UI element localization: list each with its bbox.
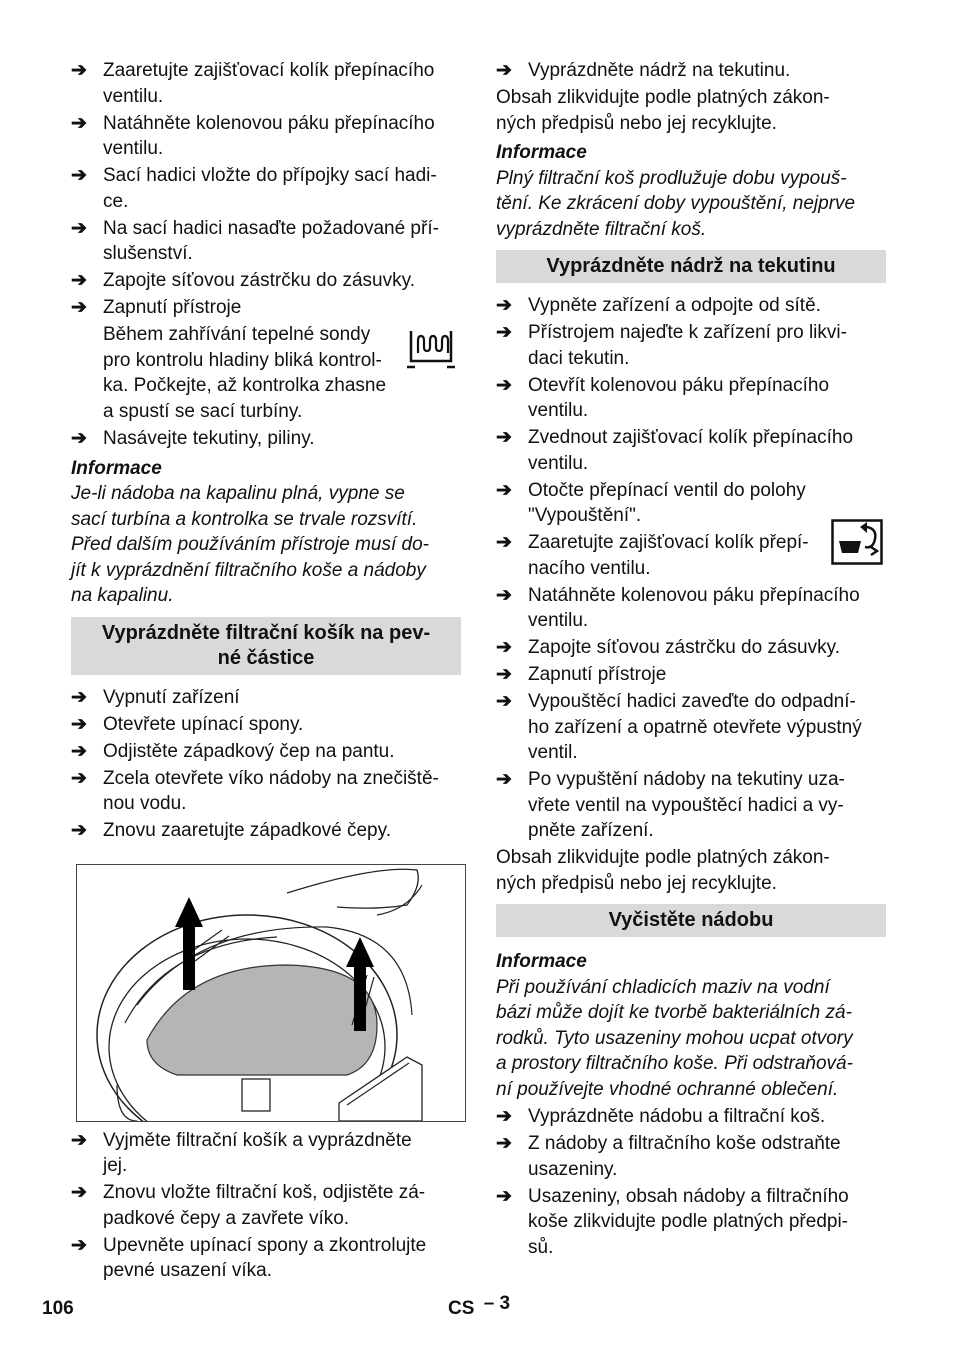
text-line: pro kontrolu hladiny bliká kontrol- xyxy=(103,349,382,371)
right-steps-b-wrap xyxy=(496,293,886,529)
language-code xyxy=(448,1293,511,1320)
step-item xyxy=(71,818,461,844)
section-heading-clean-container xyxy=(496,904,886,937)
step-item xyxy=(71,295,461,321)
steps-c xyxy=(71,685,461,844)
info-text xyxy=(496,975,886,1103)
step-text-line: Otočte přepínací ventil do polohy xyxy=(528,479,806,501)
steps-b xyxy=(71,426,461,452)
step-item xyxy=(496,1104,886,1130)
step-text-line: nacího ventilu. xyxy=(528,557,651,579)
steps-a xyxy=(71,58,461,321)
step-item xyxy=(71,739,461,765)
step-text-line: Zapojte síťovou zástrčku do zásuvky. xyxy=(103,270,415,291)
text-line: ných předpisů nebo jej recyklujte. xyxy=(496,872,777,894)
text-line: a prostory filtračního koše. Při odstraňová- xyxy=(496,1053,853,1074)
step-item xyxy=(496,635,886,661)
text-line: Při používání chladicích maziv na vodní xyxy=(496,976,830,998)
step-item xyxy=(496,425,886,476)
text-line: Vyprázdněte filtrační košík na pev- xyxy=(101,621,431,644)
right-arrow-icon: ➔ xyxy=(71,165,87,186)
step-item xyxy=(71,1233,461,1284)
right-arrow-icon: ➔ xyxy=(71,297,87,318)
disposal-paragraph xyxy=(496,85,886,136)
text-line: na kapalinu. xyxy=(71,585,174,606)
step-text-line: ce. xyxy=(103,190,129,212)
step-text-line: Po vypuštění nádoby na tekutiny uza- xyxy=(528,769,845,790)
step-item xyxy=(496,689,886,766)
right-arrow-icon: ➔ xyxy=(496,322,512,343)
step-text-line: Vypněte zařízení a odpojte od sítě. xyxy=(528,295,821,316)
text-line: Vyprázdněte nádrž na tekutinu xyxy=(546,255,836,277)
text-line: sací turbína a kontrolka se trvale rozsvítí. xyxy=(71,508,418,530)
right-arrow-icon: ➔ xyxy=(71,428,87,449)
right-arrow-icon: ➔ xyxy=(496,532,512,553)
step-text-line: koše zlikvidujte podle platných předpi- xyxy=(528,1211,849,1232)
right-steps-b xyxy=(496,293,886,529)
container-filter-basket-drawing xyxy=(77,865,465,1121)
step-text-line: Zvednout zajišťovací kolík přepínacího xyxy=(528,427,854,448)
step-text-line: Znovu vložte filtrační koš, odjistěte zá- xyxy=(103,1182,426,1203)
step-text-line: Odjistěte západkový čep na pantu. xyxy=(103,740,395,762)
right-arrow-icon: ➔ xyxy=(71,713,87,735)
text-line: Plný filtrační koš prodlužuje dobu vypouš- xyxy=(496,167,847,189)
right-arrow-icon: ➔ xyxy=(496,1133,512,1154)
step-text-line: Vyprázdněte nádrž na tekutinu. xyxy=(528,60,791,81)
text-line: Během zahřívání tepelné sondy xyxy=(103,324,371,345)
step-text-line: Vypnutí zařízení xyxy=(103,686,240,708)
step-text-line: usazeniny. xyxy=(528,1158,618,1180)
step-text-line: ventilu. xyxy=(103,138,164,159)
up-arrow-icon-left xyxy=(175,897,203,990)
step-text-line: slušenství. xyxy=(103,243,193,264)
info-heading: Informace xyxy=(71,457,162,479)
step-text-line: Vyjměte filtrační košík a vyprázdněte xyxy=(103,1129,412,1151)
step-text-line: ventil. xyxy=(528,742,578,763)
text-line: ní používejte vhodné ochranné oblečení. xyxy=(496,1078,839,1100)
text-line: jít k vyprázdnění filtračního koše a nádoby xyxy=(71,559,426,581)
right-arrow-icon: ➔ xyxy=(496,584,512,606)
right-arrow-icon: ➔ xyxy=(71,1129,87,1151)
right-steps-d xyxy=(496,1104,886,1260)
step-text-line: Nasávejte tekutiny, piliny. xyxy=(103,428,315,449)
step-text-line: Upevněte upínací spony a zkontrolujte xyxy=(103,1234,427,1256)
step-item xyxy=(496,320,886,371)
left-column xyxy=(71,58,461,1285)
right-arrow-icon: ➔ xyxy=(71,1234,87,1256)
step-text-line: Sací hadici vložte do přípojky sací hadi- xyxy=(103,165,437,186)
right-arrow-icon: ➔ xyxy=(71,60,87,81)
step-text-line: Otevřít kolenovou páku přepínacího xyxy=(528,374,830,396)
step-text-line: ventilu. xyxy=(528,610,589,631)
lang-label: CS xyxy=(448,1298,475,1319)
text-line: tění. Ke zkrácení doby vypouštění, nejprve xyxy=(496,193,856,214)
heating-element-icon xyxy=(407,325,455,374)
text-line: né částice xyxy=(217,646,315,669)
step-item xyxy=(71,163,461,214)
step-text-line: ventilu. xyxy=(528,452,589,474)
right-arrow-icon: ➔ xyxy=(71,217,87,239)
step-item xyxy=(496,1184,886,1261)
step-text-line: nou vodu. xyxy=(103,793,187,814)
lang-dash: – xyxy=(483,1293,495,1314)
right-arrow-icon: ➔ xyxy=(71,767,87,789)
step-item xyxy=(71,685,461,711)
step-text-line: vřete ventil na vypouštěcí hadici a vy- xyxy=(528,794,844,816)
right-arrow-icon: ➔ xyxy=(71,686,87,708)
text-line: Obsah zlikvidujte podle platných zákon- xyxy=(496,87,830,108)
right-arrow-icon: ➔ xyxy=(71,820,87,841)
right-arrow-icon: ➔ xyxy=(71,1182,87,1203)
text-line: rodků. Tyto usazeniny mohou ucpat otvory xyxy=(496,1027,853,1049)
text-line: Vyčistěte nádobu xyxy=(608,909,774,931)
step-item xyxy=(496,373,886,424)
step-item xyxy=(496,58,886,84)
heating-note xyxy=(71,322,461,424)
step-item xyxy=(71,58,461,109)
step-item xyxy=(71,426,461,452)
step-item xyxy=(71,712,461,738)
page-number: 106 xyxy=(42,1298,74,1319)
step-text-line: pněte zařízení. xyxy=(528,820,654,841)
step-text-line: Z nádoby a filtračního koše odstraňte xyxy=(528,1133,841,1154)
steps-d xyxy=(71,1128,461,1284)
right-arrow-icon: ➔ xyxy=(71,270,87,291)
step-text-line: Znovu zaaretujte západkové čepy. xyxy=(103,820,391,841)
step-item xyxy=(71,216,461,267)
right-column xyxy=(496,58,886,1262)
right-steps-a xyxy=(496,58,886,84)
step-item xyxy=(71,268,461,294)
step-text-line: ventilu. xyxy=(528,400,589,421)
text-line: vyprázdněte filtrační koš. xyxy=(496,218,707,240)
right-arrow-icon: ➔ xyxy=(71,740,87,762)
right-arrow-icon: ➔ xyxy=(496,637,512,658)
text-line: Před dalším používáním přístroje musí do- xyxy=(71,534,429,555)
right-arrow-icon: ➔ xyxy=(496,60,512,81)
section-heading-empty-tank xyxy=(496,250,886,283)
step-text-line: Zapojte síťovou zástrčku do zásuvky. xyxy=(528,637,840,658)
step-item xyxy=(71,766,461,817)
step-text-line: Přístrojem najeďte k zařízení pro likvi- xyxy=(528,322,847,343)
step-text-line: Otevřete upínací spony. xyxy=(103,713,304,735)
text-line: Obsah zlikvidujte podle platných zákon- xyxy=(496,847,830,868)
step-text-line: "Vypouštění". xyxy=(528,505,642,526)
right-arrow-icon: ➔ xyxy=(496,295,512,316)
right-arrow-icon: ➔ xyxy=(496,479,512,501)
step-text-line: pevné usazení víka. xyxy=(103,1260,272,1281)
step-item xyxy=(496,1131,886,1182)
text-line: bázi může dojít ke tvorbě bakteriálních zá- xyxy=(496,1002,852,1023)
text-line: a spustí se sací turbíny. xyxy=(103,400,303,422)
right-arrow-icon: ➔ xyxy=(496,769,512,790)
step-item xyxy=(496,478,886,529)
container-illustration xyxy=(76,864,466,1122)
step-text-line: Na sací hadici nasaďte požadované pří- xyxy=(103,217,439,239)
text-line: ka. Počkejte, až kontrolka zhasne xyxy=(103,375,387,396)
text-line: Je-li nádoba na kapalinu plná, vypne se xyxy=(71,483,405,504)
info-heading: Informace xyxy=(496,951,587,972)
right-arrow-icon: ➔ xyxy=(496,664,512,685)
right-steps-c xyxy=(496,530,886,844)
right-arrow-icon: ➔ xyxy=(496,427,512,448)
info-heading: Informace xyxy=(496,142,587,163)
step-item xyxy=(496,583,886,634)
step-text-line: Zapnutí přístroje xyxy=(103,297,242,318)
right-arrow-icon: ➔ xyxy=(496,1185,512,1207)
right-arrow-icon: ➔ xyxy=(496,374,512,396)
step-text-line: sů. xyxy=(528,1236,554,1258)
step-text-line: jej. xyxy=(103,1155,128,1176)
right-arrow-icon: ➔ xyxy=(71,112,87,134)
section-heading-filter-basket xyxy=(71,617,461,675)
sub-page-number: 3 xyxy=(499,1293,511,1314)
step-item xyxy=(496,662,886,688)
step-text-line: Vypouštěcí hadici zaveďte do odpadní- xyxy=(528,691,856,712)
step-text-line: Zaaretujte zajišťovací kolík přepí- xyxy=(528,532,809,553)
text-line: ných předpisů nebo jej recyklujte. xyxy=(496,112,777,134)
disposal-paragraph-2 xyxy=(496,845,886,896)
step-item xyxy=(71,1128,461,1179)
right-arrow-icon: ➔ xyxy=(496,691,512,712)
step-text-line: Zaaretujte zajišťovací kolík přepínacího xyxy=(103,60,435,81)
step-item xyxy=(496,293,886,319)
step-item xyxy=(71,1180,461,1231)
step-item xyxy=(71,111,461,162)
info-text xyxy=(496,166,886,243)
step-item xyxy=(496,530,886,581)
step-text-line: Zcela otevřete víko nádoby na znečiště- xyxy=(103,767,439,789)
heating-note-text xyxy=(71,322,461,424)
step-text-line: ventilu. xyxy=(103,85,164,107)
step-text-line: daci tekutin. xyxy=(528,347,630,369)
step-text-line: Usazeniny, obsah nádoby a filtračního xyxy=(528,1185,849,1207)
step-text-line: Natáhněte kolenovou páku přepínacího xyxy=(103,112,435,134)
right-arrow-icon: ➔ xyxy=(496,1106,512,1127)
step-text-line: Natáhněte kolenovou páku přepínacího xyxy=(528,584,860,606)
info-text xyxy=(71,481,461,609)
step-item xyxy=(496,767,886,844)
step-text-line: Zapnutí přístroje xyxy=(528,664,667,685)
step-text-line: padkové čepy a zavřete víko. xyxy=(103,1207,350,1229)
step-text-line: Vyprázdněte nádobu a filtrační koš. xyxy=(528,1106,826,1127)
step-text-line: ho zařízení a opatrně otevřete výpustný xyxy=(528,716,862,738)
